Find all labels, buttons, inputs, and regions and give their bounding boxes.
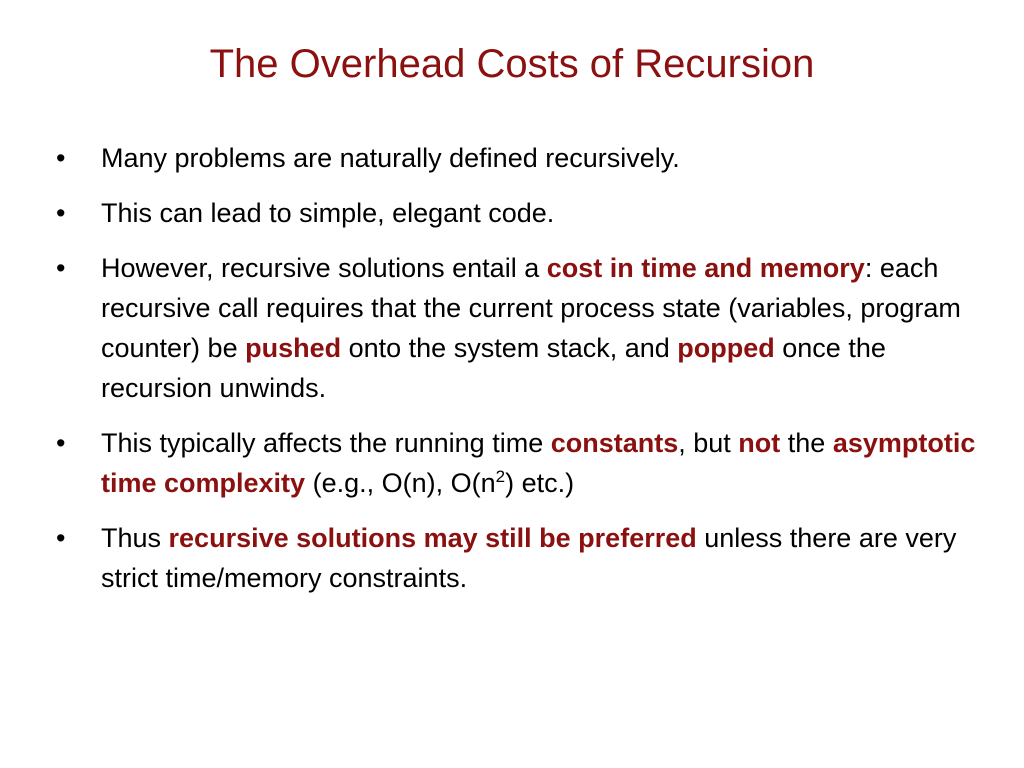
bullet-text: : each recursive call requires that the current process state (variables, program counter) be: [101, 253, 961, 363]
bullet-text: onto the system stack, and: [341, 333, 678, 363]
slide-title: The Overhead Costs of Recursion: [209, 42, 815, 86]
bullet-text: once the recursion unwinds.: [101, 333, 886, 403]
bullet-item-4: [56, 423, 976, 503]
highlight-cost-in-time-and-memory: cost in time and memory: [546, 253, 865, 283]
bullet-text: ) etc.): [505, 468, 575, 498]
bullet-text: , but: [678, 428, 739, 458]
bullet-text: This typically affects the running time: [101, 428, 551, 458]
bullet-list: [56, 138, 976, 613]
highlight-pushed: pushed: [245, 333, 342, 363]
highlight-asymptotic-time-complexity: asymptotic time complexity: [101, 428, 976, 498]
highlight-recursive-solutions-preferred: recursive solutions may still be preferred: [168, 523, 697, 553]
bullet-marker: •: [56, 198, 66, 228]
bullet-item-1: [56, 138, 976, 178]
bullet-marker: •: [56, 143, 66, 173]
bullet-text: Thus: [101, 523, 169, 553]
bullet-text: (e.g., O(n), O(n: [305, 468, 496, 498]
highlight-popped: popped: [677, 333, 775, 363]
bullet-text: unless there are very strict time/memory constraints.: [101, 523, 957, 593]
bullet-marker: •: [56, 523, 66, 553]
bullet-item-5: [56, 518, 976, 598]
superscript-exponent: 2: [495, 467, 506, 486]
bullet-item-3: [56, 248, 976, 408]
bullet-marker: •: [56, 428, 66, 458]
highlight-not: not: [738, 428, 781, 458]
bullet-text: the: [780, 428, 833, 458]
bullet-text: However, recursive solutions entail a: [101, 253, 547, 283]
highlight-constants: constants: [550, 428, 679, 458]
bullet-item-2: [56, 193, 976, 233]
bullet-marker: •: [56, 253, 66, 283]
bullet-text: Many problems are naturally defined recursively.: [101, 143, 680, 173]
bullet-text: This can lead to simple, elegant code.: [101, 198, 555, 228]
